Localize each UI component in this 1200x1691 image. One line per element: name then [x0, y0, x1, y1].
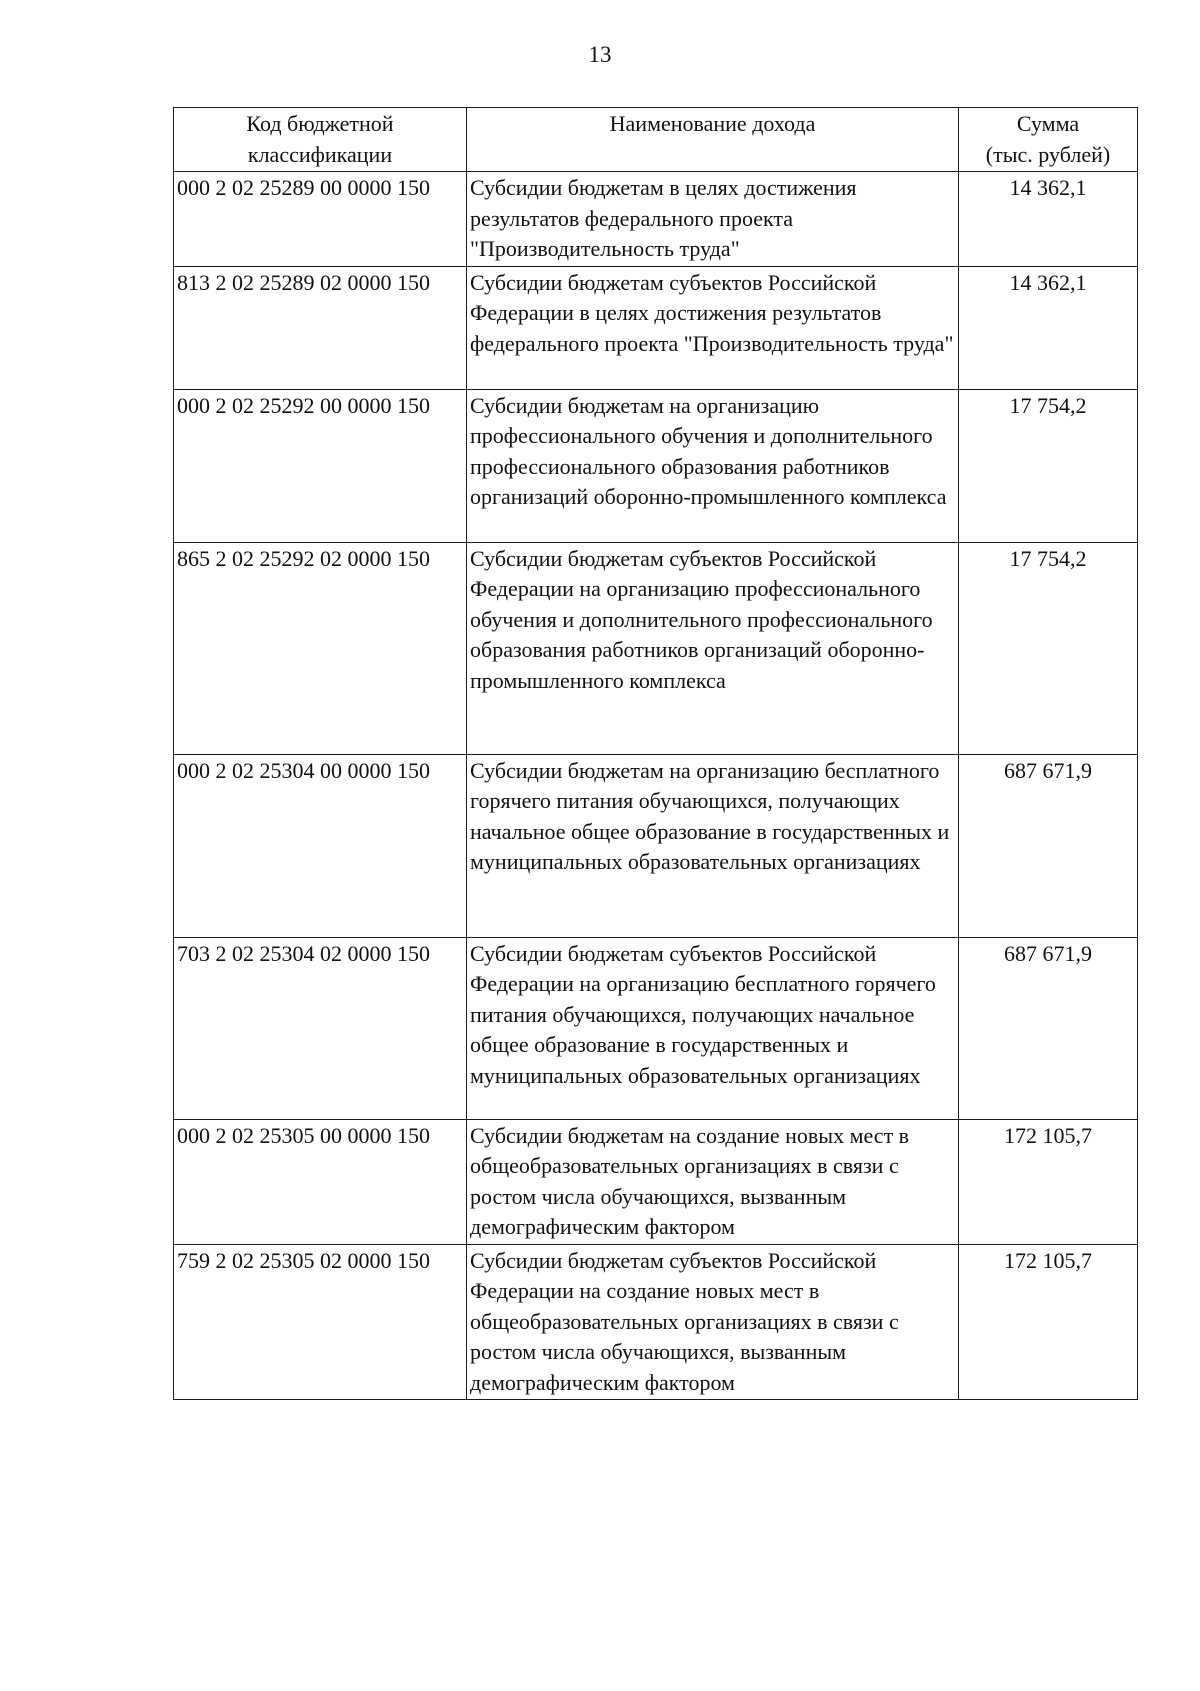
row-amount: 14 362,1	[959, 266, 1138, 389]
table-row	[174, 937, 1138, 1119]
table-header	[174, 108, 1138, 172]
row-amount: 687 671,9	[959, 937, 1138, 1119]
row-amount: 17 754,2	[959, 389, 1138, 542]
row-code: 000 2 02 25289 00 0000 150	[174, 172, 467, 267]
row-code: 000 2 02 25305 00 0000 150	[174, 1119, 467, 1244]
page-number: 13	[588, 42, 612, 67]
row-amount: 172 105,7	[959, 1244, 1138, 1400]
row-amount: 17 754,2	[959, 542, 1138, 754]
header-row	[174, 108, 1138, 172]
table-row	[174, 542, 1138, 754]
table-row	[174, 266, 1138, 389]
table-row	[174, 389, 1138, 542]
row-name: Субсидии бюджетам субъектов Российской Федерации на создание новых мест в общеобразовательных организациях в связи с ростом числа обучающихся, вызванным демографическим фактором	[467, 1244, 959, 1400]
header-amount	[959, 108, 1138, 172]
row-code: 000 2 02 25304 00 0000 150	[174, 754, 467, 937]
row-name: Субсидии бюджетам в целях достижения результатов федерального проекта "Производительность труда"	[467, 172, 959, 267]
table-body	[174, 172, 1138, 1400]
row-name: Субсидии бюджетам субъектов Российской Федерации на организацию профессионального обучения и дополнительного профессионального образования работников организаций оборонно-промышленного комплекса	[467, 542, 959, 754]
row-amount: 172 105,7	[959, 1119, 1138, 1244]
table-row	[174, 1119, 1138, 1244]
header-name	[467, 108, 959, 172]
header-code	[174, 108, 467, 172]
header-name-line-1: Наименование дохода	[609, 111, 816, 136]
header-code-line-2: классификации	[247, 141, 393, 167]
row-name: Субсидии бюджетам субъектов Российской Федерации на организацию бесплатного горячего питания обучающихся, получающих начальное общее образование в государственных и муниципальных образовательных организациях	[467, 937, 959, 1119]
row-amount: 14 362,1	[959, 172, 1138, 267]
row-code: 813 2 02 25289 02 0000 150	[174, 266, 467, 389]
row-name: Субсидии бюджетам на создание новых мест в общеобразовательных организациях в связи с ростом числа обучающихся, вызванным демографическим фактором	[467, 1119, 959, 1244]
table-row	[174, 1244, 1138, 1400]
row-code: 759 2 02 25305 02 0000 150	[174, 1244, 467, 1400]
header-amount-line-1: Сумма	[1016, 111, 1080, 136]
row-name: Субсидии бюджетам субъектов Российской Федерации в целях достижения результатов федерального проекта "Производительность труда"	[467, 266, 959, 389]
row-code: 000 2 02 25292 00 0000 150	[174, 389, 467, 542]
row-name: Субсидии бюджетам на организацию бесплатного горячего питания обучающихся, получающих начальное общее образование в государственных и муниципальных образовательных организациях	[467, 754, 959, 937]
budget-income-table	[173, 107, 1138, 1400]
header-amount-line-2: (тыс. рублей)	[985, 141, 1111, 167]
row-code: 865 2 02 25292 02 0000 150	[174, 542, 467, 754]
row-amount: 687 671,9	[959, 754, 1138, 937]
row-name: Субсидии бюджетам на организацию профессионального обучения и дополнительного профессионального образования работников организаций оборонно-промышленного комплекса	[467, 389, 959, 542]
header-code-line-1: Код бюджетной	[246, 111, 394, 136]
table-row	[174, 754, 1138, 937]
row-code: 703 2 02 25304 02 0000 150	[174, 937, 467, 1119]
table-row	[174, 172, 1138, 267]
